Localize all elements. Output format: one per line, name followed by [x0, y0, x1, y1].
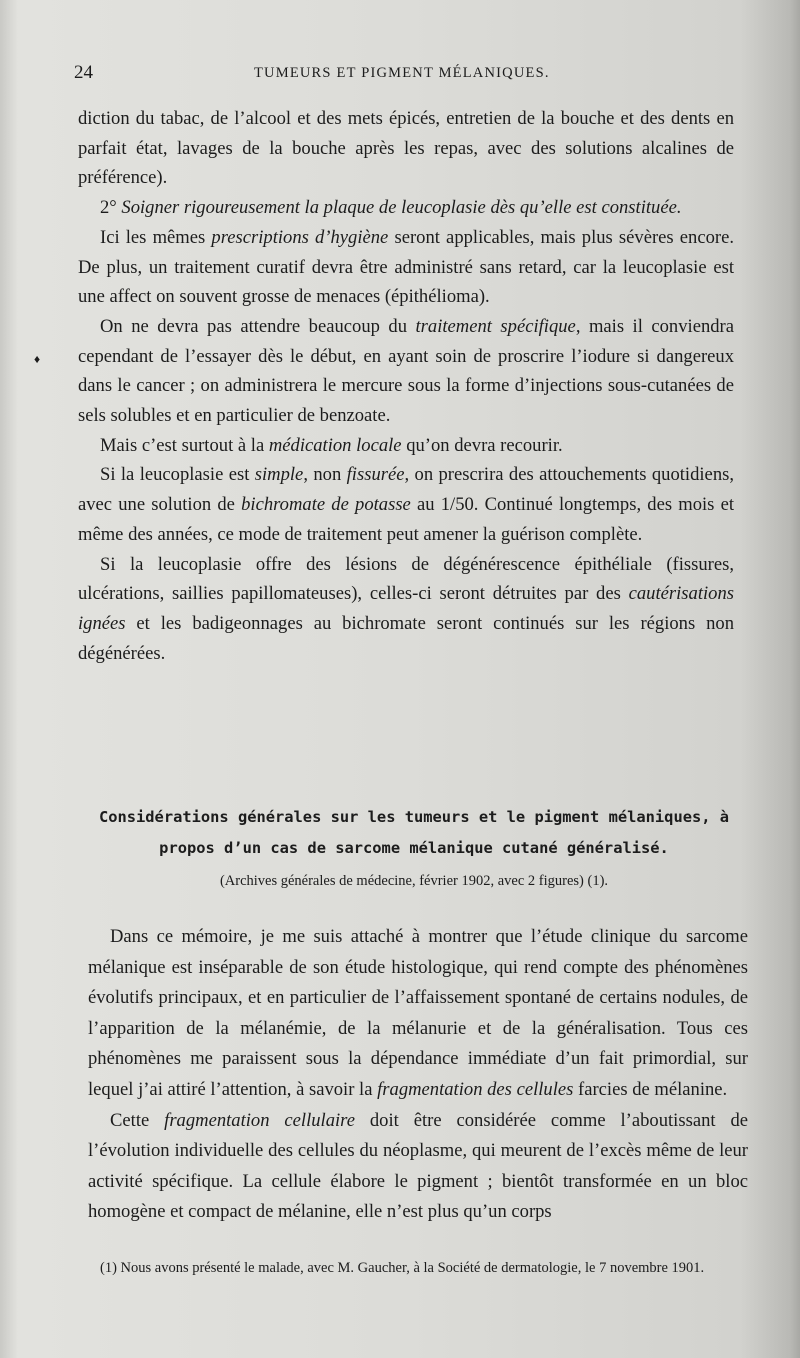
- footnote: (1) Nous avons présenté le malade, avec M. Gaucher, à la Société de dermatologie, le 7 novembre 1901.: [100, 1260, 705, 1276]
- emphasis: cautérisations ignées: [78, 583, 734, 634]
- paragraph: 2° Soigner rigoureusement la plaque de leucoplasie dès qu’elle est constituée.: [100, 197, 682, 219]
- emphasis: médication locale: [268, 434, 402, 456]
- emphasis: simple: [254, 464, 304, 486]
- section-source: (Archives générales de médecine, février 1902, avec 2 figures) (1).: [219, 873, 609, 889]
- emphasis: Soigner rigoureusement la plaque de leucoplasie dès qu’elle est constituée.: [121, 197, 682, 219]
- section-title: Considérations générales sur les tumeurs et le pigment mélaniques, à propos d’un cas de sarcome mélanique cutané généralisé.: [98, 808, 730, 857]
- paragraph: Si la leucoplasie est simple, non fissurée, on prescrira des attouchements quotidiens, avec une solution de bichromate de potasse au 1/50. Continué longtemps, des mois et même des années, ce mode de traitement peut amener la guérison complète.: [78, 464, 735, 545]
- emphasis: bichromate de potasse: [241, 494, 411, 516]
- emphasis: prescriptions d’hygiène: [211, 226, 389, 248]
- paragraph: Si la leucoplasie offre des lésions de dégénérescence épithéliale (fissures, ulcérations, saillies papillomateuses), celles-ci seront détruites par des cautérisations ignées et les badigeonnages au bichromate seront continués sur les régions non dégénérées.: [78, 553, 734, 664]
- emphasis: fragmentation des cellules: [377, 1078, 574, 1100]
- paragraph: On ne devra pas attendre beaucoup du traitement spécifique, mais il conviendra cependant de l’essayer dès le début, en ayant soin de proscrire l’iodure si dangereux dans le cancer ; on administrera le mercure sous la forme d’injections sous-cutanées de sels solubles et en particulier de benzoate.: [78, 315, 734, 427]
- page-number: 24: [74, 62, 93, 83]
- emphasis: traitement spécifique: [415, 315, 576, 337]
- paragraph: diction du tabac, de l’alcool et des mets épicés, entretien de la bouche et des dents en parfait état, lavages de la bouche après les repas, avec des solutions alcalines de préférence).: [78, 108, 734, 189]
- paragraph: Ici les mêmes prescriptions d’hygiène seront applicables, mais plus sévères encore. De plus, un traitement curatif devra être administré sans retard, car la leucoplasie est une affect on souvent grosse de menaces (épithélioma).: [78, 226, 734, 308]
- paragraph: Dans ce mémoire, je me suis attaché à montrer que l’étude clinique du sarcome mélanique est inséparable de son étude histologique, qui rend compte des phénomènes évolutifs principaux, et en particulier de l’affaissement spontané de certains nodules, de l’apparition de la mélanémie, de la mélanurie et de la généralisation. Tous ces phénomènes me paraissent sous la dépendance immédiate d’un fait primordial, sur lequel j’ai attiré l’attention, à savoir la fragmentation des cellules farcies de mélanine.: [88, 926, 748, 1100]
- paragraph: Cette fragmentation cellulaire doit être considérée comme l’aboutissant de l’évolution individuelle des cellules du néoplasme, qui meurent de l’excès même de leur activité spécifique. La cellule élabore le pigment ; bientôt transformée en un bloc homogène et compact de mélanine, elle n’est plus qu’un corps: [88, 1109, 748, 1223]
- paragraph: Mais c’est surtout à la médication locale qu’on devra recourir.: [100, 434, 563, 456]
- running-head: TUMEURS ET PIGMENT MÉLANIQUES.: [254, 65, 550, 81]
- page-header: [74, 62, 734, 84]
- main-text: [78, 104, 734, 668]
- section-text: [88, 922, 748, 1228]
- emphasis: fragmentation cellulaire: [164, 1109, 355, 1131]
- emphasis: fissurée: [346, 464, 405, 486]
- margin-mark: ♦: [34, 352, 41, 366]
